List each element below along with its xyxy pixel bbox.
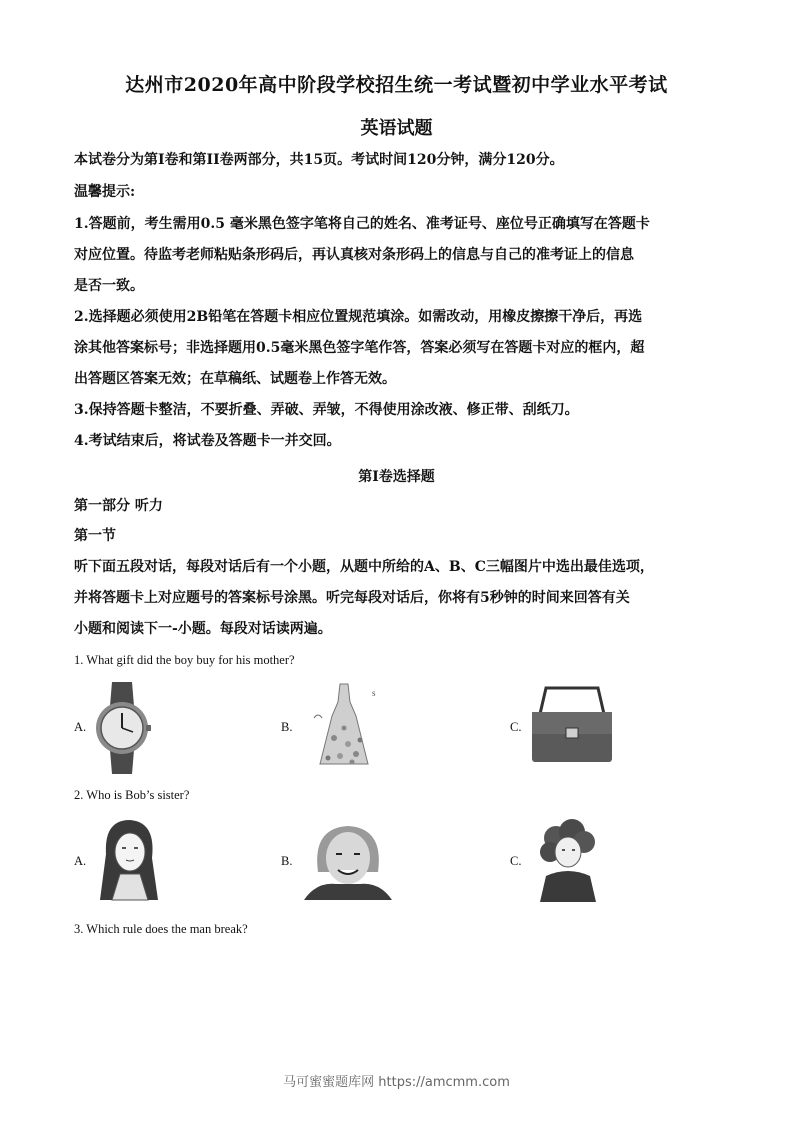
exam-subtitle: 英语试题 xyxy=(360,118,433,139)
question-3: 3. Which rule does the man break? xyxy=(74,922,248,936)
instructions-line-1: 听下面五段对话，每段对话后有一个小题，从题中所给的A、B、C三幅图片中选出最佳选项， xyxy=(74,559,654,575)
subsection-heading: 第一节 xyxy=(74,528,116,544)
tip-2-line-2: 涂其他答案标号；非选择题用0.5毫米黑色签字笔作答，答案必须写在答题卡对应的框内，超 xyxy=(74,340,645,356)
instructions-line-2: 并将答题卡上对应题号的答案标号涂黑。听完每段对话后，你将有5秒钟的时间来回答有关 xyxy=(74,590,630,606)
exam-title: 达州市2020年高中阶段学校招生统一考试暨初中学业水平考试 xyxy=(125,74,668,96)
tip-4: 4.考试结束后，将试卷及答题卡一并交回。 xyxy=(74,433,341,449)
section-title: 第I卷选择题 xyxy=(358,469,435,485)
q1-option-c-label: C. xyxy=(510,720,522,734)
intro-text: 本试卷分为第I卷和第II卷两部分，共15页。考试时间120分钟，满分120分。 xyxy=(74,152,564,168)
question-2: 2. Who is Bob’s sister? xyxy=(74,788,190,802)
tip-3: 3.保持答题卡整洁，不要折叠、弄破、弄皱，不得使用涂改液、修正带、刮纸刀。 xyxy=(74,402,579,418)
handbag-image xyxy=(526,684,618,766)
smiling-woman-image xyxy=(296,822,400,900)
tip-1-line-3: 是否一致。 xyxy=(74,278,144,294)
q2-option-c-label: C. xyxy=(510,854,522,868)
curly-hair-girl-image xyxy=(526,816,608,902)
tip-1-line-2: 对应位置。待监考老师粘贴条形码后，再认真核对条形码上的信息与自己的准考证上的信息 xyxy=(74,247,634,263)
q1-option-a-label: A. xyxy=(74,720,87,734)
long-hair-girl-image xyxy=(86,814,168,904)
tip-2-line-3: 出答题区答案无效；在草稿纸、试题卷上作答无效。 xyxy=(74,371,396,387)
question-1: 1. What gift did the boy buy for his mother? xyxy=(74,653,295,667)
footer-watermark: 马可蜜蜜题库网 https://amcmm.com xyxy=(283,1075,510,1090)
tip-1-line-1: 1.答题前，考生需用0.5 毫米黑色签字笔将自己的姓名、准考证号、座位号正确填写在答题卡 xyxy=(74,216,650,232)
wristwatch-image xyxy=(86,680,158,776)
dress-image xyxy=(304,678,384,774)
svg-text:s: s xyxy=(372,688,376,698)
q2-option-b-label: B. xyxy=(281,854,293,868)
q2-option-a-label: A. xyxy=(74,854,87,868)
tip-2-line-1: 2.选择题必须使用2B铅笔在答题卡相应位置规范填涂。如需改动，用橡皮擦擦干净后，再选 xyxy=(74,309,643,325)
q1-option-b-label: B. xyxy=(281,720,293,734)
part-heading: 第一部分 听力 xyxy=(74,498,163,514)
instructions-line-3: 小题和阅读下一-小题。每段对话读两遍。 xyxy=(74,621,332,637)
tips-heading: 温馨提示: xyxy=(74,184,136,200)
